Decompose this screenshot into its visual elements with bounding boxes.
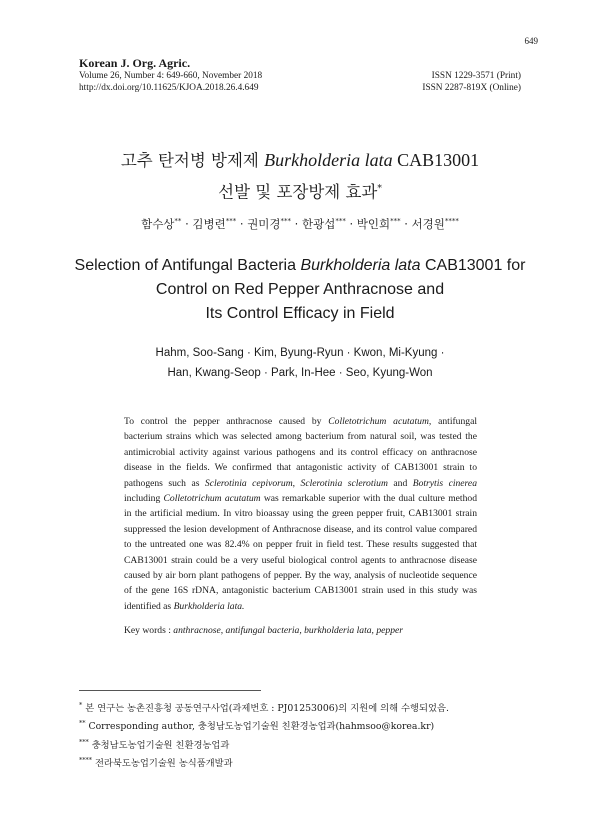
english-title-line-1: Selection of Antifungal Bacteria Burkholderia lata CAB13001 for (74, 257, 526, 274)
author-ko: 한광섭*** (301, 217, 346, 231)
doi-link[interactable]: http://dx.doi.org/10.11625/KJOA.2018.26.4.649 (79, 82, 259, 93)
korean-title-strain: CAB13001 (392, 150, 480, 170)
keywords-values: anthracnose, antifungal bacteria, burkholderia lata, pepper (173, 625, 403, 636)
author-ko: 김병련*** (192, 217, 237, 231)
author-ko: 서경원**** (411, 217, 459, 231)
korean-title-line-2-text: 선발 및 포장방제 효과 (218, 182, 378, 202)
keywords-label: Key words : (124, 625, 174, 636)
issn-online: ISSN 2287-819X (Online) (422, 82, 521, 93)
footnotes (79, 698, 539, 771)
header-row-2 (79, 83, 521, 95)
author-ko: 박인희*** (356, 217, 401, 231)
korean-title-line-2 (0, 175, 600, 207)
korean-title-line-1 (0, 146, 600, 175)
korean-title-species: Burkholderia lata (264, 150, 393, 170)
english-title-line-2: Control on Red Pepper Anthracnose and (155, 281, 445, 298)
journal-header (79, 56, 521, 94)
author-separator: · (404, 217, 412, 231)
footnote-affiliation-2: **** 전라북도농업기술원 농식품개발과 (79, 755, 233, 769)
footnote-funding: * 본 연구는 농촌진흥청 공동연구사업(과제번호 : PJ01253006)의 지원에 의해 수행되었음. (79, 701, 449, 715)
abstract: To control the pepper anthracnose caused by Colletotrichum acutatum, antifungal bacterium strains which was selected among bacterium from natural soil, was tested the antimicrobial activity against various pathogens and its control efficacy on anthracnose disease in the fields. We confirmed that antagonistic activity of CAB13001 strain to pathogens such as Sclerotinia cepivorum, Sclerotinia sclerotium and Botrytis cinerea including Colletotrichum acutatum was remarkable superior with the dual culture method in the artificial medium. In vitro bioassay using the green pepper fruit, CAB13001 strain suppressed the lesion development of Anthracnose disease, and its control value compared to the untreated one was 82.4% on pepper fruit in field test. These results suggested that CAB13001 strain could be a very useful biological control agents to anthracnose disease caused by air born plant pathogens of pepper. By the way, analysis of nucleotide sequence of the gene 16S rDNA, antagonistic bacterium CAB13001 strain used in this study was identified as Burkholderia lata. (124, 416, 477, 612)
korean-title (0, 146, 600, 207)
author-separator: · (185, 217, 193, 231)
korean-authors (0, 216, 600, 232)
footnote-affiliation-1: *** 충청남도농업기술원 친환경농업과 (79, 737, 230, 751)
english-authors-line-1: Hahm, Soo-Sang · Kim, Byung-Ryun · Kwon, Mi-Kyung · (155, 347, 445, 359)
author-ko: 함수상** (141, 217, 182, 231)
keywords (124, 625, 477, 636)
title-footnote-mark: * (377, 184, 382, 194)
korean-title-prefix: 고추 탄저병 방제제 (120, 151, 265, 170)
footnote-corresponding: ** Corresponding author, 충청남도농업기술원 친환경농업과(hahmsoo@korea.kr) (79, 719, 435, 733)
author-ko: 권미경*** (247, 217, 292, 231)
english-authors (0, 343, 600, 383)
english-title (0, 254, 600, 326)
author-separator: · (349, 217, 357, 231)
footnote-divider (79, 690, 261, 691)
english-title-species: Burkholderia lata (300, 257, 421, 274)
english-authors-line-2: Han, Kwang-Seop · Park, In-Hee · Seo, Kyung-Won (167, 367, 433, 379)
english-title-line-3: Its Control Efficacy in Field (205, 305, 395, 322)
issn-print: ISSN 1229-3571 (Print) (431, 71, 521, 81)
author-separator: · (239, 217, 248, 231)
journal-name: Korean J. Org. Agric. (79, 56, 191, 70)
header-row-1 (79, 71, 521, 83)
page-number: 649 (524, 36, 538, 46)
volume-info: Volume 26, Number 4: 649-660, November 2018 (79, 71, 263, 81)
author-separator: · (294, 217, 302, 231)
